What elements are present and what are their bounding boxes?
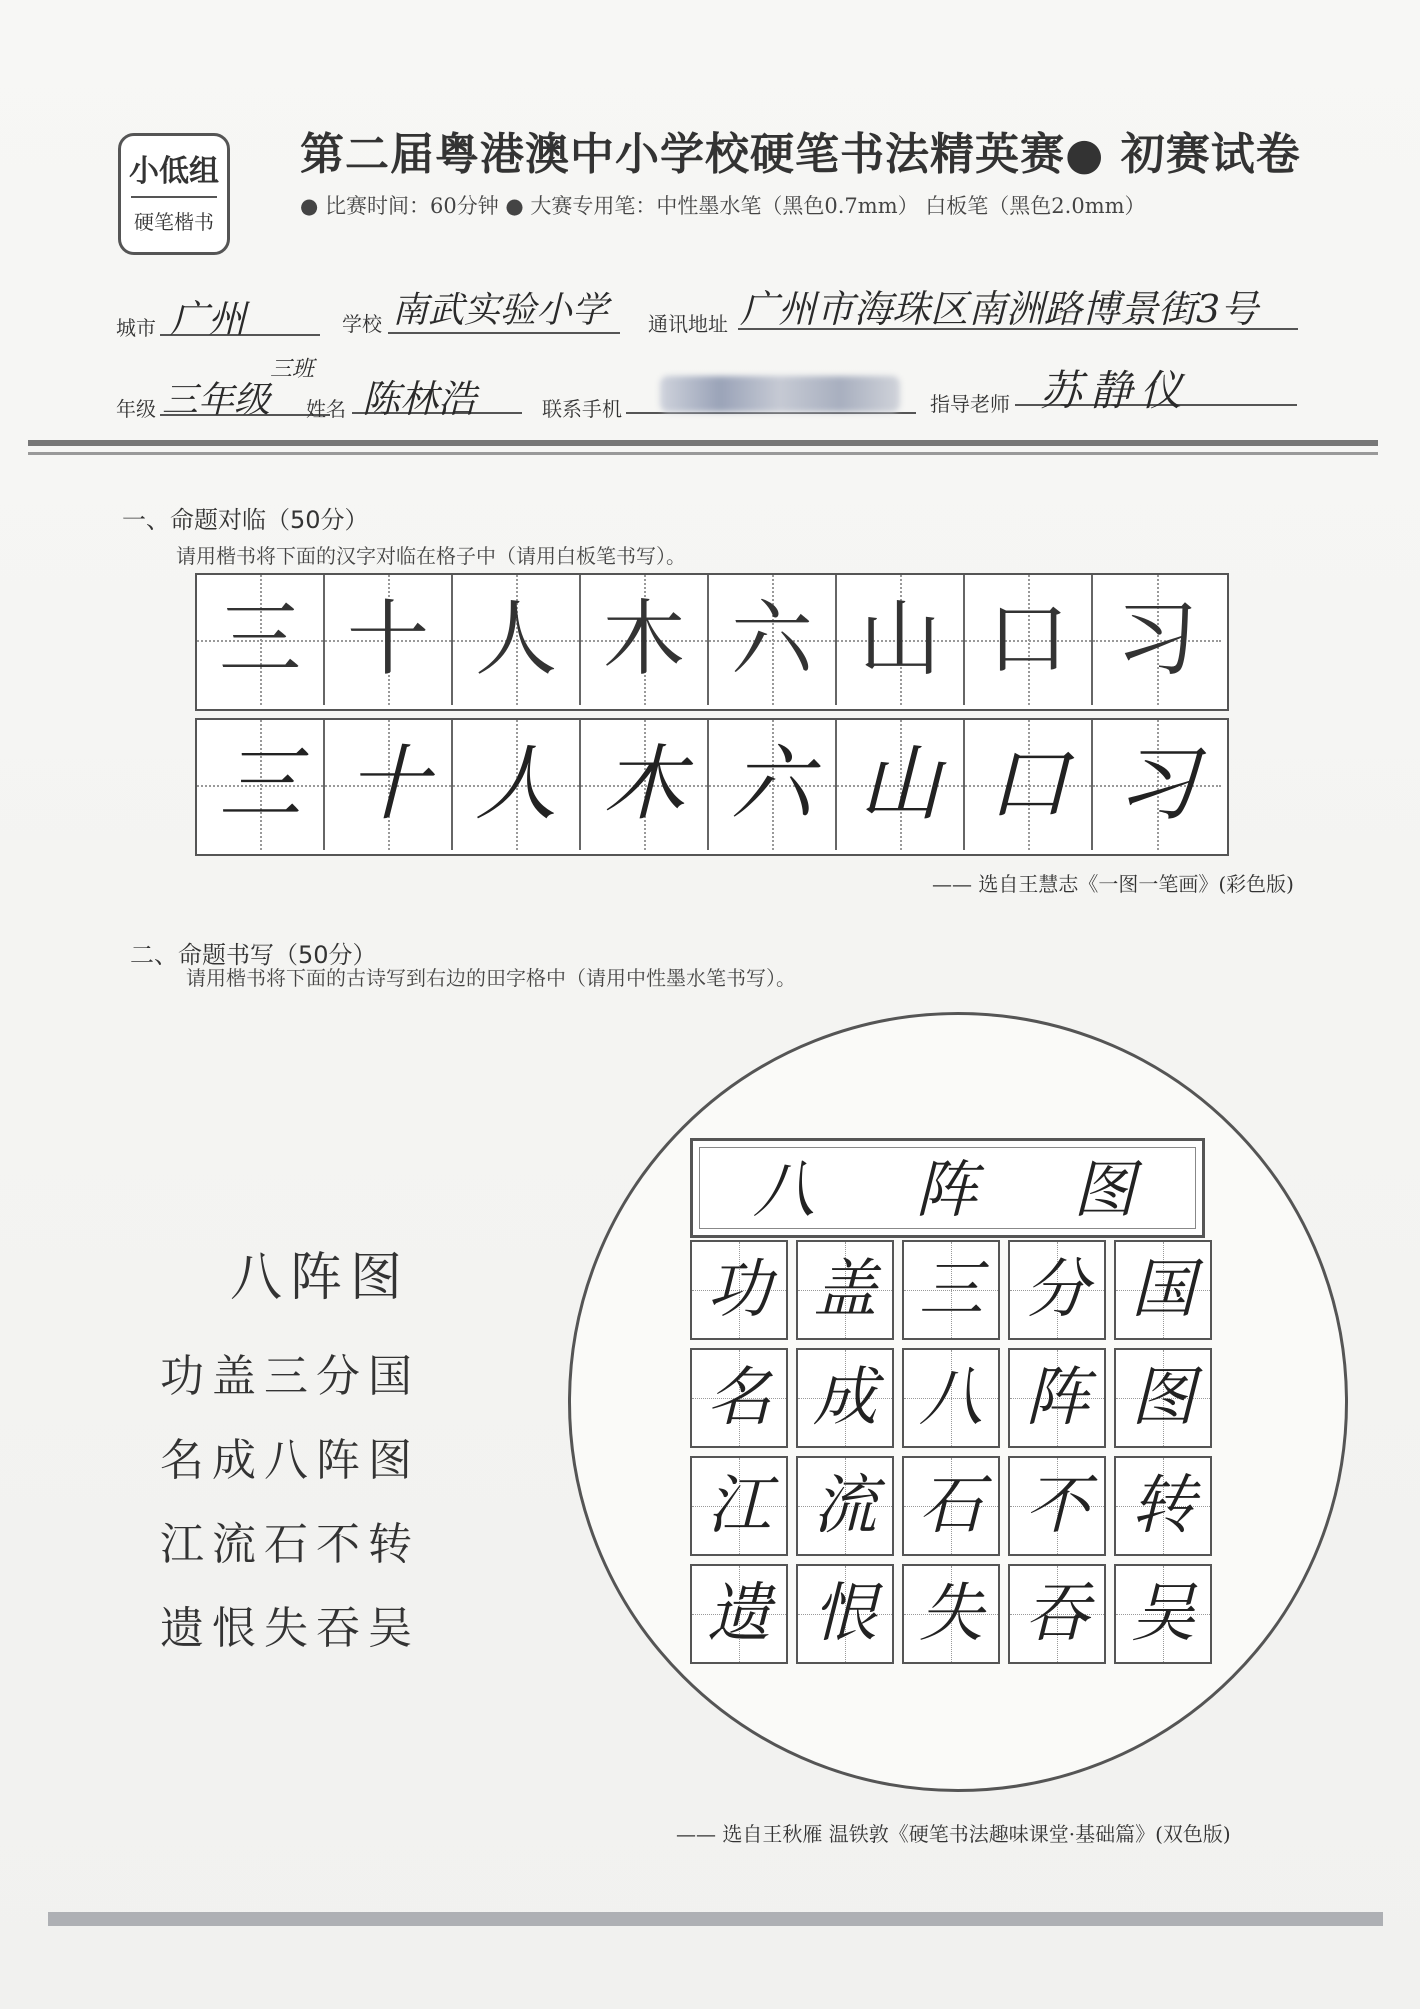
teacher-label: 指导老师 [930, 392, 1010, 416]
written-cell[interactable]: 成 [796, 1348, 894, 1448]
written-cell[interactable]: 转 [1114, 1456, 1212, 1556]
written-cell[interactable]: 图 [1114, 1348, 1212, 1448]
copy-cell[interactable]: 十 [325, 720, 453, 850]
city-value[interactable]: 广州 [170, 297, 247, 341]
copy-cell[interactable]: 山 [837, 720, 965, 850]
section1-heading: 一、命题对临（50分） [122, 506, 369, 534]
poem-line: 江流石不转 [160, 1519, 420, 1570]
school-label: 学校 [342, 312, 382, 336]
copy-cell[interactable]: 口 [965, 720, 1093, 850]
model-cell: 六 [709, 575, 837, 705]
copy-cell[interactable]: 六 [709, 720, 837, 850]
header-divider-thin [28, 452, 1378, 455]
section2-instruction: 请用楷书将下面的古诗写到右边的田字格中（请用中性墨水笔书写）。 [186, 966, 796, 990]
phone-label: 联系手机 [542, 397, 622, 421]
written-title-char: 八 [753, 1153, 816, 1226]
grade-label: 年级 [116, 397, 156, 421]
name-label: 姓名 [306, 397, 346, 421]
class-value[interactable]: 三班 [270, 357, 315, 382]
written-cell[interactable]: 盖 [796, 1240, 894, 1340]
written-cell[interactable]: 恨 [796, 1564, 894, 1664]
footer-bar [48, 1912, 1383, 1926]
poem-reference [160, 1235, 420, 1676]
written-cell[interactable]: 分 [1008, 1240, 1106, 1340]
school-value[interactable]: 南武实验小学 [392, 290, 609, 331]
model-cell: 习 [1093, 575, 1221, 705]
written-cell[interactable]: 八 [902, 1348, 1000, 1448]
page-title: 第二届粤港澳中小学校硬笔书法精英赛● 初赛试卷 [300, 129, 1301, 180]
section2-heading: 二、命题书写（50分） [130, 941, 377, 969]
model-cell: 木 [581, 575, 709, 705]
badge-group-label: 小低组 [129, 154, 219, 189]
written-cell[interactable]: 江 [690, 1456, 788, 1556]
written-title-char: 图 [1073, 1153, 1136, 1226]
written-poem-grid[interactable] [690, 1240, 1212, 1672]
written-cell[interactable]: 吞 [1008, 1564, 1106, 1664]
page-subtitle: ● 比赛时间：60分钟 ● 大赛专用笔：中性墨水笔（黑色0.7mm） 白板笔（黑色2.0mm） [300, 194, 1146, 218]
written-cell[interactable]: 石 [902, 1456, 1000, 1556]
written-row [690, 1348, 1212, 1448]
badge-category-label: 硬笔楷书 [134, 210, 214, 234]
written-cell[interactable]: 遗 [690, 1564, 788, 1664]
written-cell[interactable]: 不 [1008, 1456, 1106, 1556]
model-cell: 口 [965, 575, 1093, 705]
copy-cell[interactable]: 三 [197, 720, 325, 850]
header-divider [28, 440, 1378, 446]
phone-redacted [660, 376, 900, 412]
section1-credit: —— 选自王慧志《一图一笔画》(彩色版) [932, 872, 1294, 896]
model-grid [195, 573, 1229, 711]
written-title-char: 阵 [915, 1153, 978, 1226]
badge-divider [131, 196, 217, 198]
written-cell[interactable]: 失 [902, 1564, 1000, 1664]
name-value[interactable]: 陈林浩 [362, 377, 477, 421]
written-row [690, 1456, 1212, 1556]
phone-underline [626, 412, 916, 414]
poem-line: 功盖三分国 [160, 1351, 420, 1402]
teacher-value[interactable]: 苏静仪 [1040, 366, 1191, 415]
written-title-box[interactable] [690, 1138, 1205, 1238]
written-cell[interactable]: 功 [690, 1240, 788, 1340]
written-row [690, 1240, 1212, 1340]
written-cell[interactable]: 流 [796, 1456, 894, 1556]
city-label: 城市 [116, 316, 156, 340]
written-row [690, 1564, 1212, 1664]
written-cell[interactable]: 吴 [1114, 1564, 1212, 1664]
model-cell: 三 [197, 575, 325, 705]
copy-grid[interactable] [195, 718, 1229, 856]
grade-value[interactable]: 三年级 [162, 380, 271, 421]
poem-title: 八阵图 [230, 1248, 411, 1308]
copy-cell[interactable]: 人 [453, 720, 581, 850]
address-value[interactable]: 广州市海珠区南洲路博景街3号 [740, 287, 1259, 331]
section2-credit: —— 选自王秋雁 温铁敦《硬笔书法趣味课堂·基础篇》(双色版) [676, 1822, 1231, 1846]
poem-line: 名成八阵图 [160, 1435, 420, 1486]
written-cell[interactable]: 名 [690, 1348, 788, 1448]
written-cell[interactable]: 国 [1114, 1240, 1212, 1340]
poem-line: 遗恨失吞吴 [160, 1603, 420, 1654]
copy-cell[interactable]: 习 [1093, 720, 1221, 850]
model-cell: 人 [453, 575, 581, 705]
address-label: 通讯地址 [648, 312, 728, 336]
section1-instruction: 请用楷书将下面的汉字对临在格子中（请用白板笔书写）。 [176, 544, 686, 568]
model-cell: 十 [325, 575, 453, 705]
model-cell: 山 [837, 575, 965, 705]
written-cell[interactable]: 阵 [1008, 1348, 1106, 1448]
group-badge [118, 133, 230, 255]
written-cell[interactable]: 三 [902, 1240, 1000, 1340]
copy-cell[interactable]: 木 [581, 720, 709, 850]
